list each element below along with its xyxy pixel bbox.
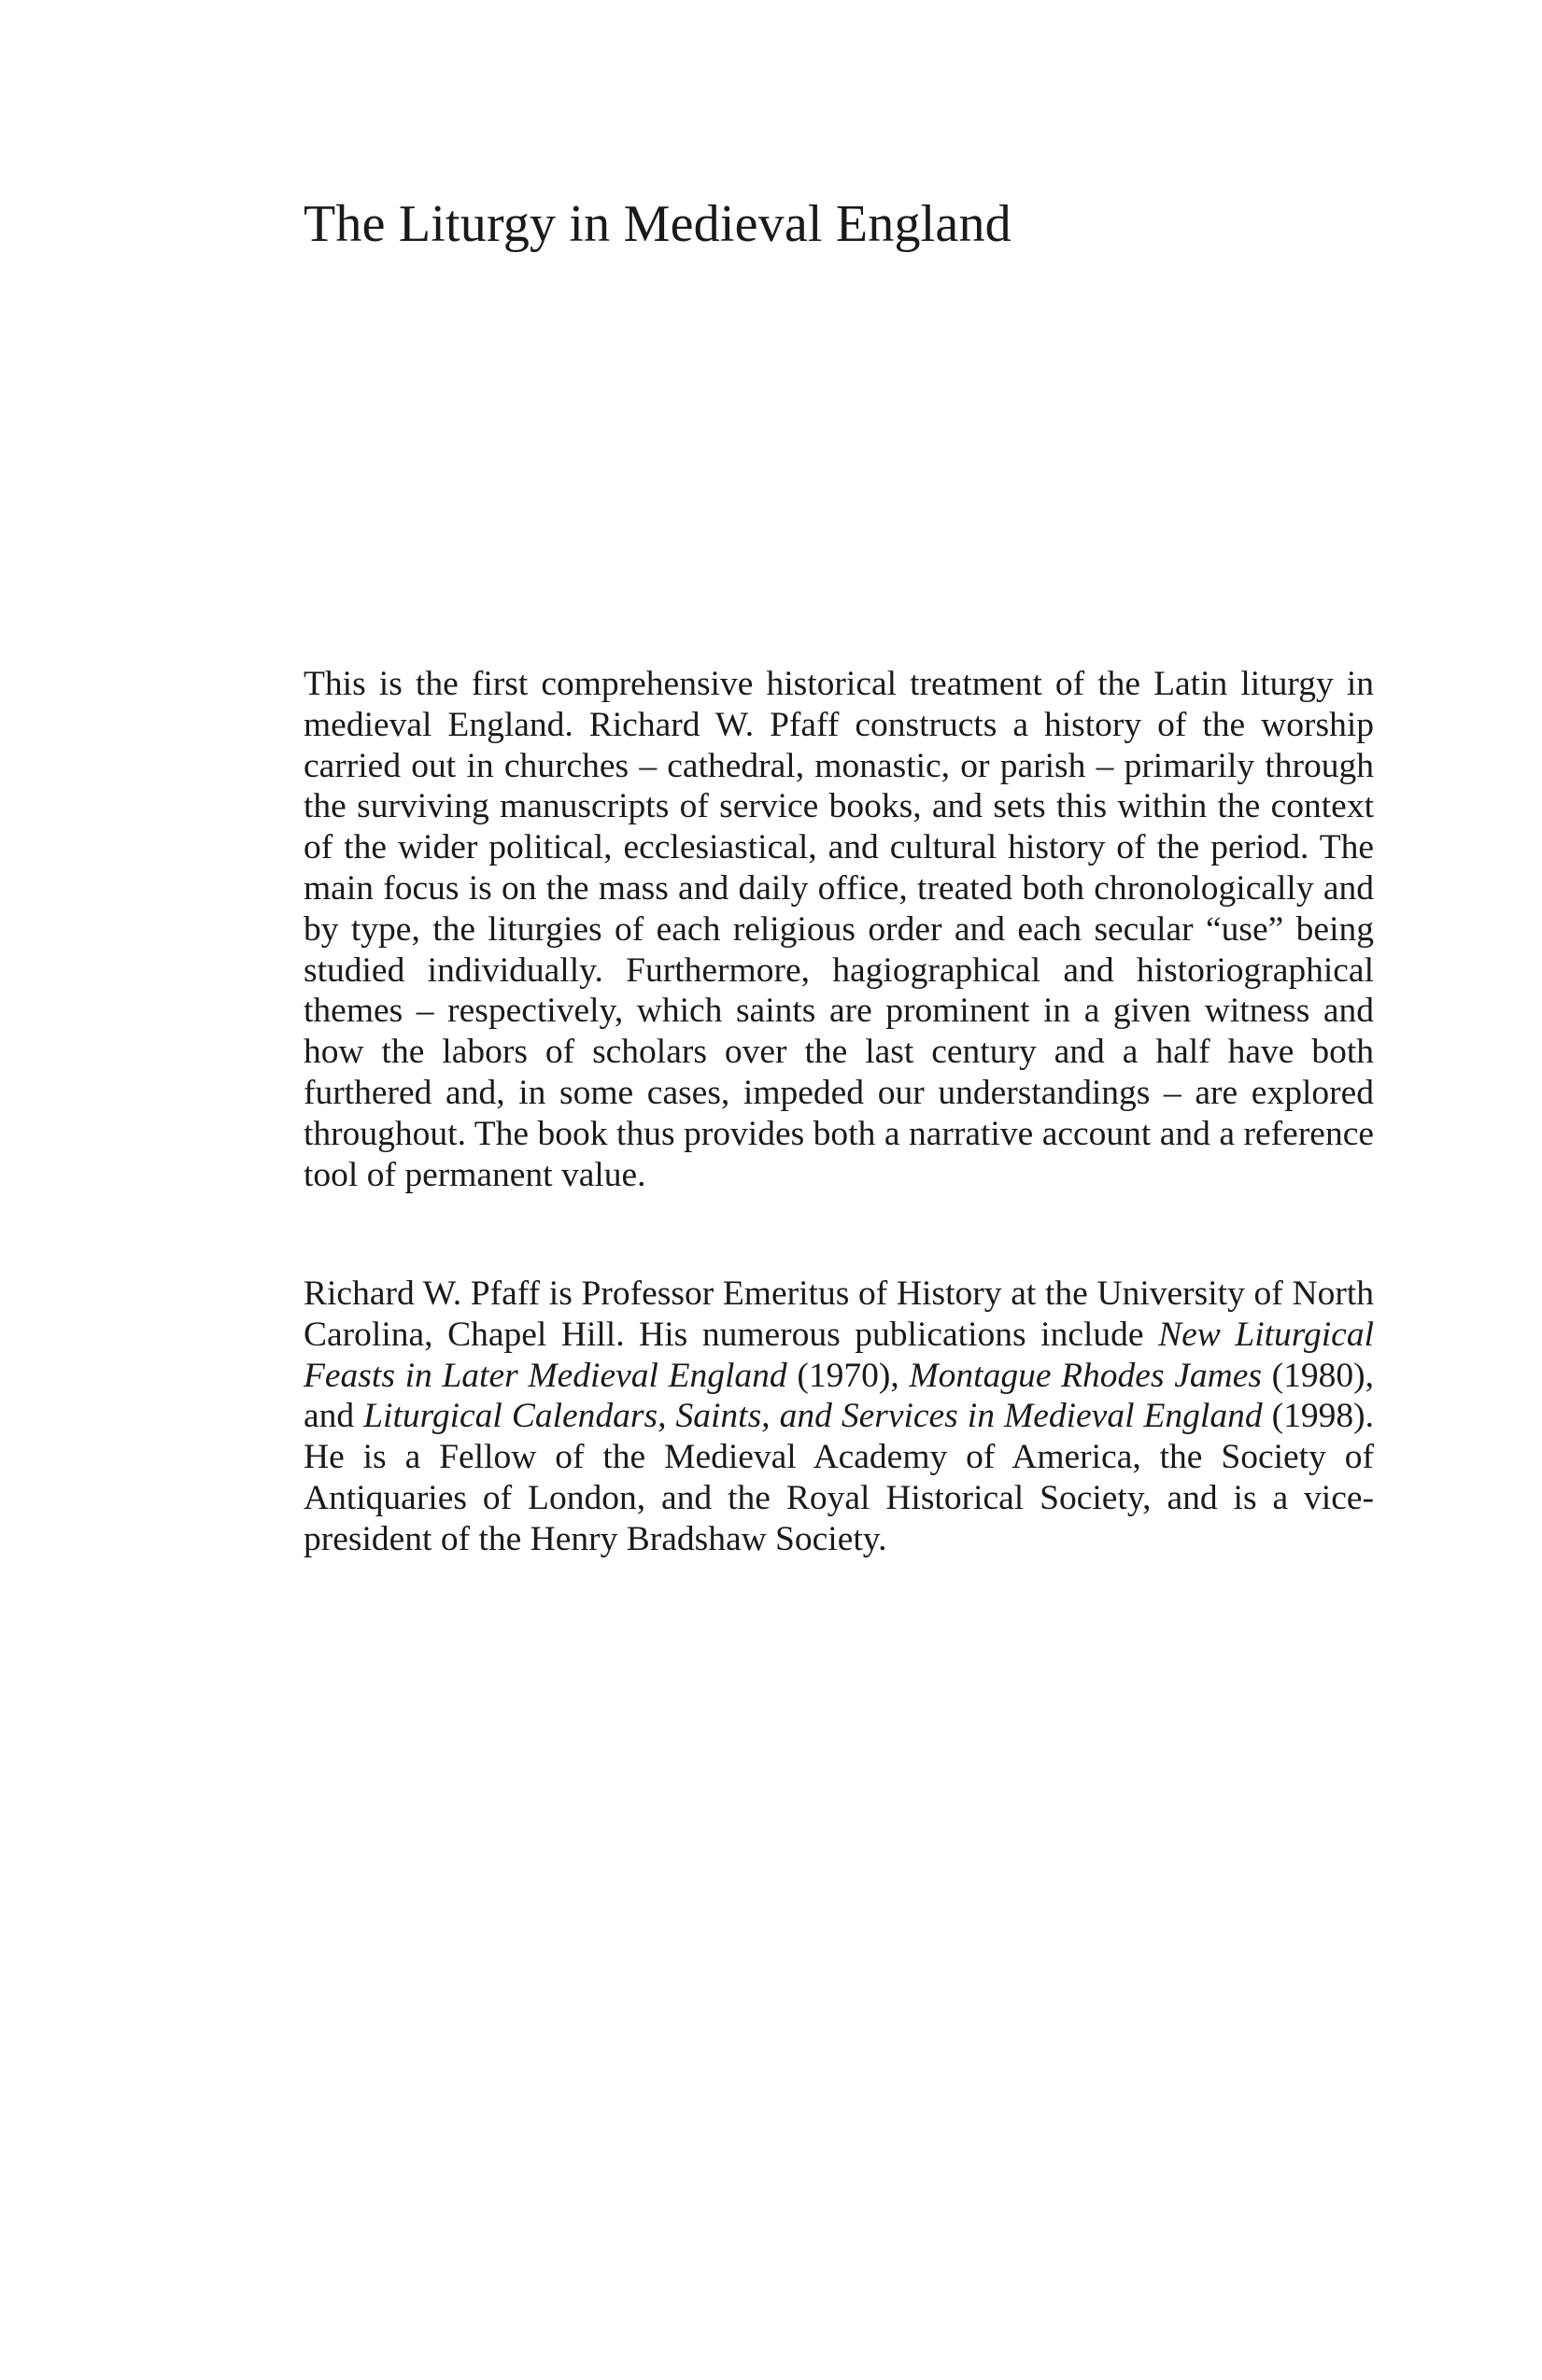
bio-affiliations: He is a Fellow of the Medieval Academy of America, the Society of Antiquaries of London, and the Royal Historical Society, and is a vice-president of the Henry Bradshaw Society. <box>304 1438 1374 1558</box>
bio-work-year-2: (1980), and <box>304 1356 1374 1436</box>
book-summary-paragraph: This is the first comprehensive historical treatment of the Latin liturgy in medieval England. Richard W. Pfaff constructs a history of the worship carried out in churches – cathedral, monastic, or parish – primarily through the surviving manuscripts of service books, and sets this within the context of the wider political, ecclesiastical, and cultural history of the period. The main focus is on the mass and daily office, treated both chronologically and by type, the liturgies of each religious order and each secular “use” being studied individually. Furthermore, hagiographical and historiographical themes – respectively, which saints are prominent in a given witness and how the labors of scholars over the last century and a half have both furthered and, in some cases, impeded our understandings – are explored throughout. The book thus provides both a narrative account and a reference tool of permanent value. <box>304 665 1374 1194</box>
bio-work-year-3: (1998). <box>1262 1397 1374 1436</box>
book-title: The Liturgy in Medieval England <box>304 195 1011 253</box>
bio-work-year-1: (1970), <box>786 1356 910 1395</box>
bio-work-title-2: Montague Rhodes James <box>909 1356 1262 1395</box>
author-bio-paragraph <box>304 1274 1374 1560</box>
bio-work-title-3: Liturgical Calendars, Saints, and Services in Medieval England <box>363 1397 1263 1436</box>
bio-work-title-1: New Liturgical Feasts in Later Medieval England <box>304 1315 1374 1395</box>
bio-intro: Richard W. Pfaff is Professor Emeritus of History at the University of North Carolina, Chapel Hill. His numerous publications include <box>304 1274 1374 1354</box>
